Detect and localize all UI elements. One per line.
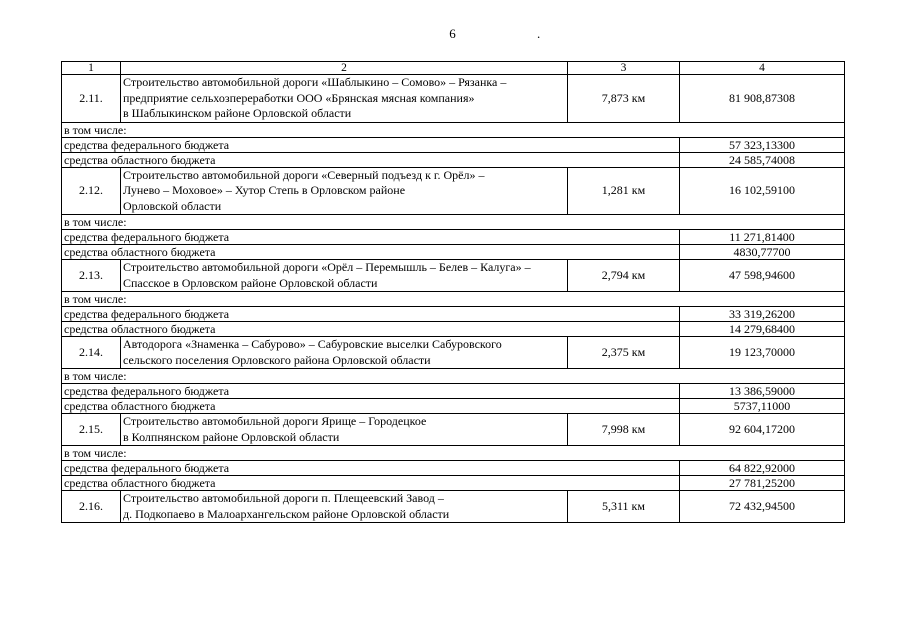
item-number: 2.12.	[62, 167, 121, 215]
in-total-label: в том числе:	[62, 292, 845, 307]
item-description-line: Строительство автомобильной дороги «Шаблыкино – Сомово» – Рязанка –	[123, 75, 507, 89]
item-number: 2.14.	[62, 337, 121, 369]
item-description-line: Спасское в Орловском районе Орловской области	[123, 275, 378, 290]
header-col-4: 4	[680, 62, 845, 75]
regional-budget-amount: 5737,11000	[680, 399, 845, 414]
header-col-2: 2	[121, 62, 568, 75]
item-description-line: Лунево – Моховое» – Хутор Степь в Орловском районе	[123, 183, 406, 197]
federal-budget-row	[62, 461, 845, 476]
item-description	[121, 414, 568, 446]
in-total-label: в том числе:	[62, 215, 845, 230]
item-number: 2.15.	[62, 414, 121, 446]
item-row	[62, 75, 845, 123]
item-description	[121, 260, 568, 292]
federal-budget-label: средства федерального бюджета	[62, 137, 680, 152]
item-total: 92 604,17200	[680, 414, 845, 446]
regional-budget-row	[62, 322, 845, 337]
header-col-1: 1	[62, 62, 121, 75]
federal-budget-row	[62, 307, 845, 322]
regional-budget-label: средства областного бюджета	[62, 399, 680, 414]
item-total: 47 598,94600	[680, 260, 845, 292]
in-total-row	[62, 122, 845, 137]
page-mark: .	[537, 26, 541, 41]
federal-budget-label: средства федерального бюджета	[62, 307, 680, 322]
in-total-row	[62, 292, 845, 307]
item-length: 7,873 км	[568, 75, 680, 123]
regional-budget-label: средства областного бюджета	[62, 245, 680, 260]
item-description-line: в Шаблыкинском районе Орловской области	[123, 106, 352, 120]
regional-budget-label: средства областного бюджета	[62, 476, 680, 491]
item-row	[62, 167, 845, 215]
item-description-line: Строительство автомобильной дороги Ярище – Городецкое	[123, 414, 427, 428]
item-number: 2.16.	[62, 491, 121, 523]
item-description-line: Строительство автомобильной дороги «Северный подъезд к г. Орёл» –	[123, 167, 485, 182]
item-total: 16 102,59100	[680, 167, 845, 215]
item-description-line: сельского поселения Орловского района Орловской области	[123, 352, 431, 367]
item-description-line: Орловской области	[123, 198, 222, 213]
item-row	[62, 337, 845, 369]
regional-budget-row	[62, 245, 845, 260]
regional-budget-amount: 27 781,25200	[680, 476, 845, 491]
in-total-label: в том числе:	[62, 122, 845, 137]
item-length: 7,998 км	[568, 414, 680, 446]
in-total-label: в том числе:	[62, 446, 845, 461]
item-description-line: Строительство автомобильной дороги «Орёл – Перемышль – Белев – Калуга» –	[123, 260, 531, 274]
regional-budget-row	[62, 399, 845, 414]
item-description-line: Строительство автомобильной дороги п. Плещеевский Завод –	[123, 491, 444, 505]
item-row	[62, 414, 845, 446]
item-row	[62, 491, 845, 523]
in-total-label: в том числе:	[62, 369, 845, 384]
federal-budget-row	[62, 137, 845, 152]
item-description	[121, 337, 568, 369]
federal-budget-amount: 57 323,13300	[680, 137, 845, 152]
item-description	[121, 491, 568, 523]
federal-budget-row	[62, 384, 845, 399]
item-length: 5,311 км	[568, 491, 680, 523]
federal-budget-amount: 13 386,59000	[680, 384, 845, 399]
regional-budget-label: средства областного бюджета	[62, 322, 680, 337]
header-col-3: 3	[568, 62, 680, 75]
federal-budget-label: средства федерального бюджета	[62, 461, 680, 476]
federal-budget-amount: 64 822,92000	[680, 461, 845, 476]
item-total: 72 432,94500	[680, 491, 845, 523]
regional-budget-amount: 4830,77700	[680, 245, 845, 260]
federal-budget-amount: 11 271,81400	[680, 230, 845, 245]
page-number: 6	[449, 26, 456, 41]
header-row	[62, 62, 845, 75]
item-description-line: Автодорога «Знаменка – Сабурово» – Сабуровские выселки Сабуровского	[123, 337, 502, 351]
regional-budget-row	[62, 152, 845, 167]
regional-budget-amount: 14 279,68400	[680, 322, 845, 337]
item-length: 2,794 км	[568, 260, 680, 292]
item-total: 19 123,70000	[680, 337, 845, 369]
regional-budget-row	[62, 476, 845, 491]
item-description-line: в Колпнянском районе Орловской области	[123, 429, 340, 444]
item-total: 81 908,87308	[680, 75, 845, 123]
federal-budget-label: средства федерального бюджета	[62, 230, 680, 245]
federal-budget-label: средства федерального бюджета	[62, 384, 680, 399]
regional-budget-amount: 24 585,74008	[680, 152, 845, 167]
item-description-line: д. Подкопаево в Малоархангельском районе Орловской области	[123, 506, 450, 521]
item-number: 2.11.	[62, 75, 121, 123]
regional-budget-label: средства областного бюджета	[62, 152, 680, 167]
federal-budget-amount: 33 319,26200	[680, 307, 845, 322]
in-total-row	[62, 369, 845, 384]
in-total-row	[62, 446, 845, 461]
item-description	[121, 75, 568, 123]
item-length: 2,375 км	[568, 337, 680, 369]
item-number: 2.13.	[62, 260, 121, 292]
item-description-line: предприятие сельхозпереработки ООО «Брянская мясная компания»	[123, 90, 475, 105]
budget-table	[61, 61, 845, 523]
item-length: 1,281 км	[568, 167, 680, 215]
item-row	[62, 260, 845, 292]
item-description	[121, 167, 568, 215]
in-total-row	[62, 215, 845, 230]
federal-budget-row	[62, 230, 845, 245]
